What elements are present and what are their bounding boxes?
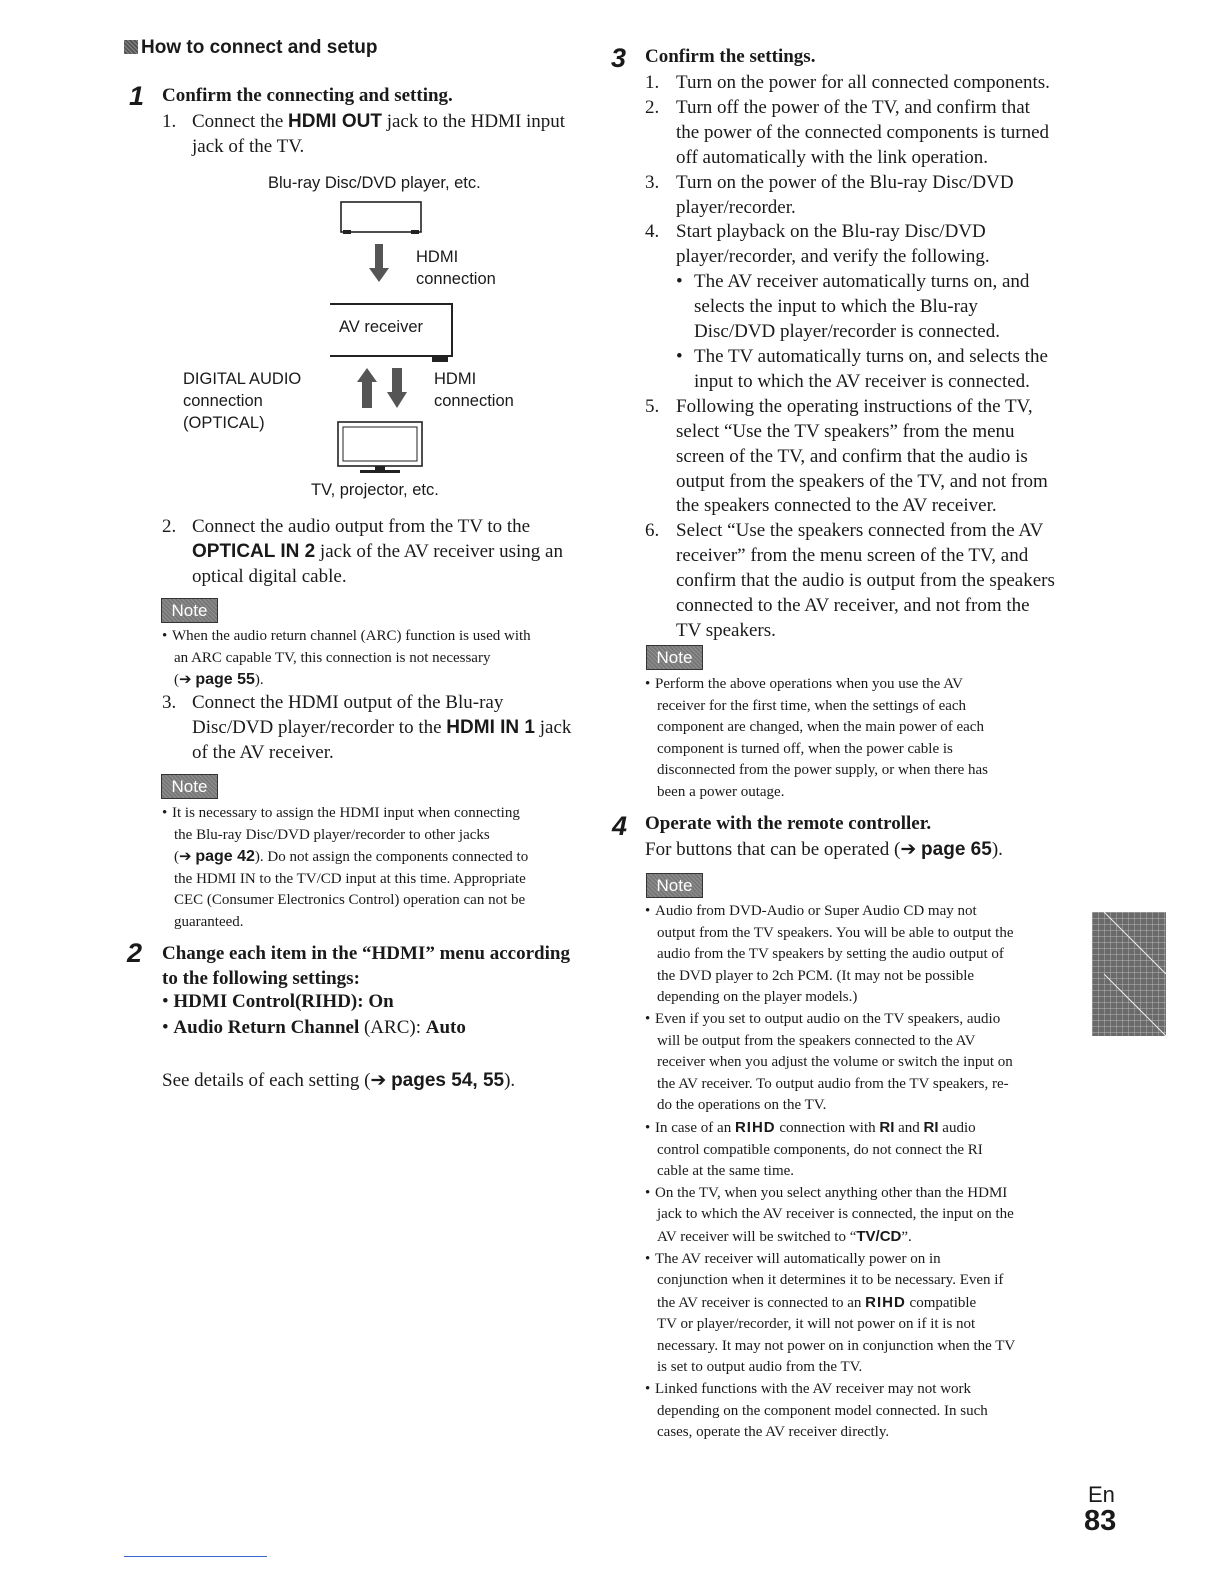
- hdmi-arrow-down-1: [375, 244, 383, 270]
- tv-box: [338, 422, 422, 466]
- diagram-bottom-label: TV, projector, etc.: [311, 481, 439, 499]
- note-badge-1: Note: [161, 598, 218, 623]
- hdmi-connection-label-2: HDMI connection: [434, 370, 514, 410]
- connection-diagram: [330, 196, 470, 496]
- step-2-number: 2: [127, 938, 143, 968]
- chapter-tab-graphic: [1092, 912, 1166, 1036]
- note-3-text: • Perform the above operations when you use the AV receiver for the first time, when the settings of each component are changed, when the main power of each component is turned off, when the power cable is disconnected from the power supply, or when there has been a power outage.: [645, 676, 989, 800]
- note-4-text: • Audio from DVD-Audio or Super Audio CD may not output from the TV speakers. You will be able to output the audio from the TV speakers by setting the audio output of the DVD player to 2ch PCM. (It may not be possible depending on the player models.) • Even if you set to output audio on the TV speakers, audio will be output from the speakers connected to the AV receiver when you adjust the volume or switch the input on the AV receiver. To output audio from the TV speakers, re- do the operations on the TV. • In case of an RIHD connection with RI and RI audio control compatible components, do not connect the RI cable at the same time. • On the TV, when you select anything other than the HDMI jack to which the AV receiver is connected, the input on the AV receiver will be switched to “TV/CD”. • The AV receiver will automatically power on in conjunction when it determines it to be necessary. Even if the AV receiver is connected to an RIHD compatible TV or player/recorder, it will not power on if it is not necessary. It may not power on in conjunction when the TV is set to output audio from the TV. • Linked functions with the AV receiver may not work depending on the component model connected. In such cases, operate the AV receiver directly.: [645, 903, 1016, 1441]
- note-badge-2: Note: [161, 774, 218, 799]
- step-2-setting-2: • Audio Return Channel (ARC): Auto: [162, 1017, 466, 1038]
- digital-audio-label: DIGITAL AUDIO connection (OPTICAL): [183, 370, 302, 432]
- step-1-item-2: 2. Connect the audio output from the TV to the OPTICAL IN 2 jack of the AV receiver using an optical digital cable.: [162, 516, 563, 587]
- page-number: 83: [1084, 1505, 1117, 1537]
- step-3-list: 1. Turn on the power for all connected components. 2. Turn off the power of the TV, and confirm that the power of the connected components is turned off automatically with the link operation. 3. Turn on the power of the Blu-ray Disc/DVD player/recorder. 4. Start playback on the Blu-ray Disc/DVD player/recorder, and verify the following. • The AV receiver automatically turns on, and selects the input to which the Blu-ray Disc/DVD player/recorder is connected. • The TV automatically turns on, and selects the input to which the AV receiver is connected. 5. Following the operating instructions of the TV, select “Use the TV speakers” from the menu screen of the TV, and confirm that the audio is output from the speakers of the TV, and not from the speakers connected to the AV receiver. 6. Select “Use the speakers connected from the AV receiver” from the menu screen of the TV, and confirm that the audio is output from the speakers connected to the AV receiver, and not from the TV speakers.: [645, 72, 1055, 641]
- section-marker-icon: [124, 40, 138, 54]
- section-header: How to connect and setup: [124, 37, 377, 59]
- rihd-logo: RIHD: [734, 1118, 776, 1136]
- note-1-text: • When the audio return channel (ARC) function is used with an ARC capable TV, this connection is not necessary (➔ page 55).: [162, 628, 531, 689]
- step-2-title: Change each item in the “HDMI” menu according to the following settings:: [162, 943, 570, 989]
- step-3-title: Confirm the settings.: [645, 46, 816, 67]
- step-2-setting-1: • HDMI Control(RIHD): On: [162, 991, 394, 1012]
- note-badge-3: Note: [646, 645, 703, 670]
- footer-rule: [124, 1556, 267, 1557]
- optical-arrow-up: [357, 368, 377, 382]
- hdmi-arrow-down-2: [392, 368, 402, 394]
- step-1-item-1: 1. Connect the HDMI OUT jack to the HDMI input jack of the TV.: [162, 111, 566, 157]
- av-receiver-label: AV receiver: [338, 318, 424, 336]
- step-4-number: 4: [612, 811, 628, 841]
- hdmi-connection-label-1: HDMI connection: [416, 248, 496, 288]
- rihd-logo: RIHD: [865, 1293, 906, 1311]
- page-65-link[interactable]: page 65: [921, 839, 992, 860]
- note-badge-4: Note: [646, 873, 703, 898]
- note-2-text: • It is necessary to assign the HDMI input when connecting the Blu-ray Disc/DVD player/recorder to other jacks (➔ page 42). Do not assign the components connected to the HDMI IN to the TV/CD input at this time. Appropriate CEC (Consumer Electronics Control) operation can not be guaranteed.: [162, 805, 529, 930]
- step-2-see-details: See details of each setting (➔ pages 54, 55).: [162, 1070, 516, 1091]
- step-4-subtitle: For buttons that can be operated (➔ page 65).: [645, 839, 1003, 860]
- step-1-number: 1: [129, 81, 145, 111]
- step-3-number: 3: [611, 43, 627, 73]
- step-1-item-3: 3. Connect the HDMI output of the Blu-ray Disc/DVD player/recorder to the HDMI IN 1 jack of the AV receiver.: [162, 692, 572, 763]
- step-1-title: Confirm the connecting and setting.: [162, 85, 453, 106]
- player-box: [341, 202, 421, 232]
- pages-link[interactable]: pages 54, 55: [391, 1070, 505, 1091]
- ri-logo: RI: [923, 1118, 939, 1136]
- diagram-top-label: Blu-ray Disc/DVD player, etc.: [268, 174, 481, 192]
- language-label: En: [1088, 1482, 1115, 1507]
- step-4-title: Operate with the remote controller.: [645, 813, 932, 834]
- ri-logo: RI: [879, 1118, 895, 1136]
